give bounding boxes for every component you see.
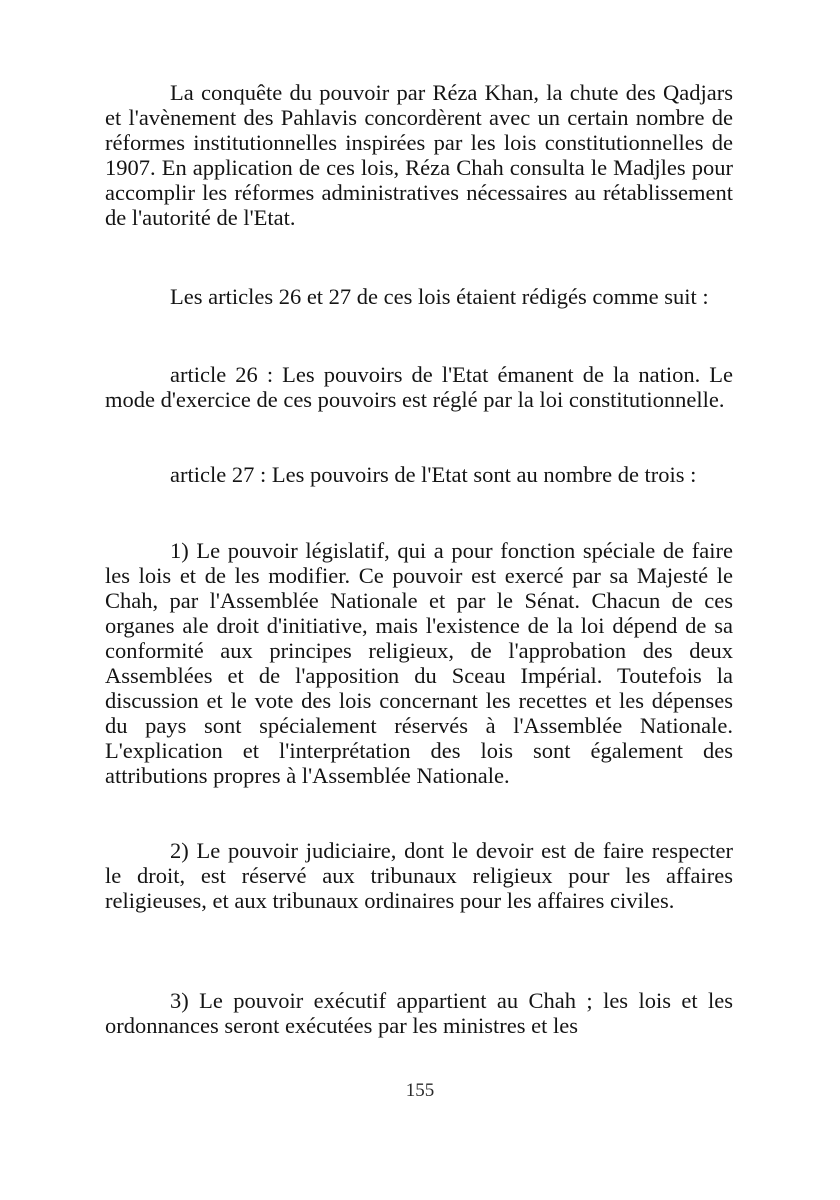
paragraph-text: article 26 : Les pouvoirs de l'Etat émanent de la nation. Le mode d'exercice de ces pouvoirs est réglé par la loi constitutionnelle. bbox=[105, 362, 733, 412]
page-number: 155 bbox=[405, 1080, 435, 1101]
paragraph-judicial-power bbox=[105, 838, 733, 913]
paragraph-executive-power bbox=[105, 988, 733, 1038]
paragraph-text: 3) Le pouvoir exécutif appartient au Chah ; les lois et les ordonnances seront exécutées par les ministres et les bbox=[105, 988, 733, 1038]
paragraph-text: article 27 : Les pouvoirs de l'Etat sont au nombre de trois : bbox=[170, 462, 697, 487]
paragraph-text: Les articles 26 et 27 de ces lois étaient rédigés comme suit : bbox=[170, 284, 709, 309]
paragraph-text: 1) Le pouvoir législatif, qui a pour fonction spéciale de faire les lois et de les modifier. Ce pouvoir est exercé par sa Majesté le Chah, par l'Assemblée Nationale et par le Sénat. Chacun de ces organes ale droit d'initiative, mais l'existence de la loi dépend de sa conformité aux principes religieux, de l'approbation des deux Assemblées et de l'apposition du Sceau Impérial. Toutefois la discussion et le vote des lois concernant les recettes et les dépenses du pays sont spécialement réservés à l'Assemblée Nationale. L'explication et l'interprétation des lois sont également des attributions propres à l'Assemblée Nationale. bbox=[105, 538, 733, 788]
paragraph-text: La conquête du pouvoir par Réza Khan, la chute des Qadjars et l'avènement des Pahlavis concordèrent avec un certain nombre de réformes institutionnelles inspirées par les lois constitutionnelles de 1907. En application de ces lois, Réza Chah consulta le Madjles pour accomplir les réformes administratives nécessaires au rétablissement de l'autorité de l'Etat. bbox=[105, 80, 733, 230]
paragraph-article-27 bbox=[105, 462, 733, 487]
paragraph-articles-intro bbox=[105, 284, 733, 309]
paragraph-article-26 bbox=[105, 362, 733, 412]
paragraph-legislative-power bbox=[105, 538, 733, 788]
paragraph-intro bbox=[105, 80, 733, 230]
paragraph-text: 2) Le pouvoir judiciaire, dont le devoir est de faire respecter le droit, est réservé aux tribunaux religieux pour les affaires religieuses, et aux tribunaux ordinaires pour les affaires civiles. bbox=[105, 838, 733, 913]
